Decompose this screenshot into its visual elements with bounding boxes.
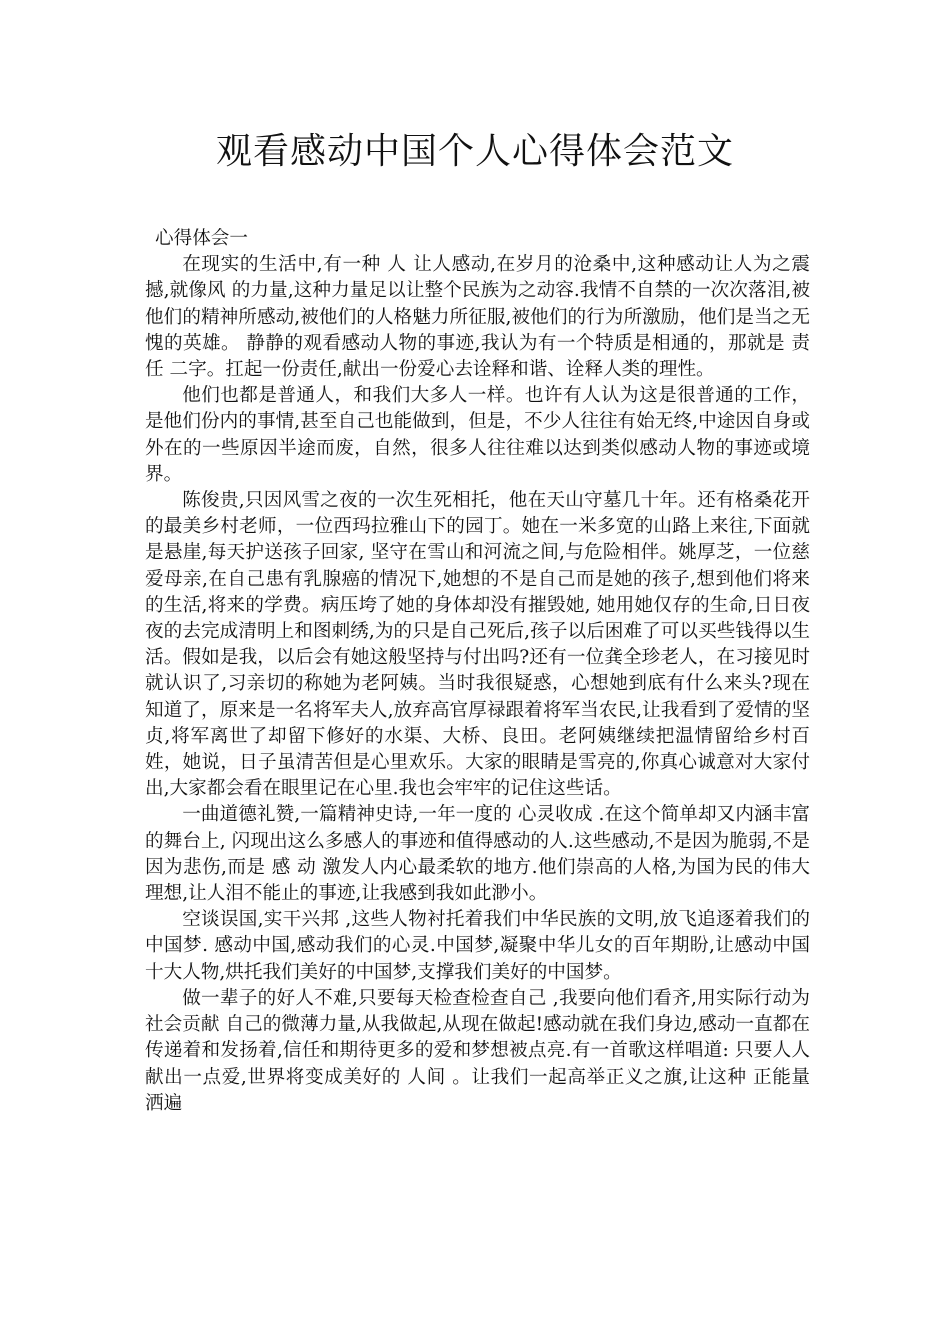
section-label: 心得体会一 <box>155 228 248 249</box>
paragraph-3: 陈俊贵,只因风雪之夜的一次生死相托，他在天山守墓几十年。还有格桑花开的最美乡村老师，一位西玛拉雅山下的园丁。她在一米多宽的山路上来往,下面就是悬崖,每天护送孩子回家, 坚守在雪山和河流之间,与危险相伴。姚厚芝，一位慈爱母亲,在自己患有乳腺癌的情况下,她想的不是自己而是她的孩子,想到他们将来的生活,将来的学费。病压垮了她的身体却没有摧毁她, 她用她仅存的生命,日日夜夜的去完成清明上和图刺绣,为的只是自己死后,孩子以后困难了可以买些钱得以生活。假如是我，以后会有她这般坚持与付出吗?还有一位龚全珍老人，在习接见时就认识了,习亲切的称她为老阿姨。当时我很疑惑，心想她到底有什么来头?现在知道了，原来是一名将军夫人,放弃高官厚禄跟着将军当农民,让我看到了爱情的坚贞,将军离世了却留下修好的水渠、大桥、良田。老阿姨继续把温情留给乡村百姓，她说，日子虽清苦但是心里欢乐。大家的眼睛是雪亮的,你真心诚意对大家付出,大家都会看在眼里记在心里.我也会牢牢的记住这些话。 <box>145 490 810 800</box>
paragraph-4: 一曲道德礼赞,一篇精神史诗,一年一度的 心灵收成 .在这个简单却又内涵丰富的舞台上, 闪现出这么多感人的事迹和值得感动的人.这些感动,不是因为脆弱,不是因为悲伤,而是 感 动 激发人内心最柔软的地方.他们崇高的人格,为国为民的伟大理想,让人泪不能止的事迹,让我感到我如此渺小。 <box>145 804 810 905</box>
paragraph-6: 做一辈子的好人不难,只要每天检查检查自己 ,我要向他们看齐,用实际行动为社会贡献 自己的微薄力量,从我做起,从现在做起!感动就在我们身边,感动一直都在传递着和发扬着,信任和期待更多的爱和梦想被点亮.有一首歌这样唱道: 只要人人献出一点爱,世界将变成美好的 人间 。让我们一起高举正义之旗,让这种 正能量 洒遍 <box>145 987 810 1114</box>
paragraph-1: 在现实的生活中,有一种 人 让人感动,在岁月的沧桑中,这种感动让人为之震撼,就像风 的力量,这种力量足以让整个民族为之动容.我情不自禁的一次次落泪,被他们的精神所感动,被他们的人格魅力所征服,被他们的行为所激励，他们是当之无愧的英雄。 静静的观看感动人物的事迹,我认为有一个特质是相通的，那就是 责任 二字。扛起一份责任,献出一份爱心去诠释和谐、诠释人类的理性。 <box>145 254 810 381</box>
paragraph-5: 空谈误国,实干兴邦 ,这些人物衬托着我们中华民族的文明,放飞追逐着我们的中国梦. 感动中国,感动我们的心灵.中国梦,凝聚中华儿女的百年期盼,让感动中国十大人物,烘托我们美好的中国梦,支撑我们美好的中国梦。 <box>145 909 810 983</box>
document-title: 观看感动中国个人心得体会范文 <box>215 131 734 172</box>
paragraph-2: 他们也都是普通人，和我们大多人一样。也许有人认为这是很普通的工作，是他们份内的事情,甚至自己也能做到，但是，不少人往往有始无终,中途因自身或外在的一些原因半途而废，自然，很多人往往难以达到类似感动人物的事迹或境界。 <box>145 385 810 485</box>
document-body <box>145 226 810 1117</box>
